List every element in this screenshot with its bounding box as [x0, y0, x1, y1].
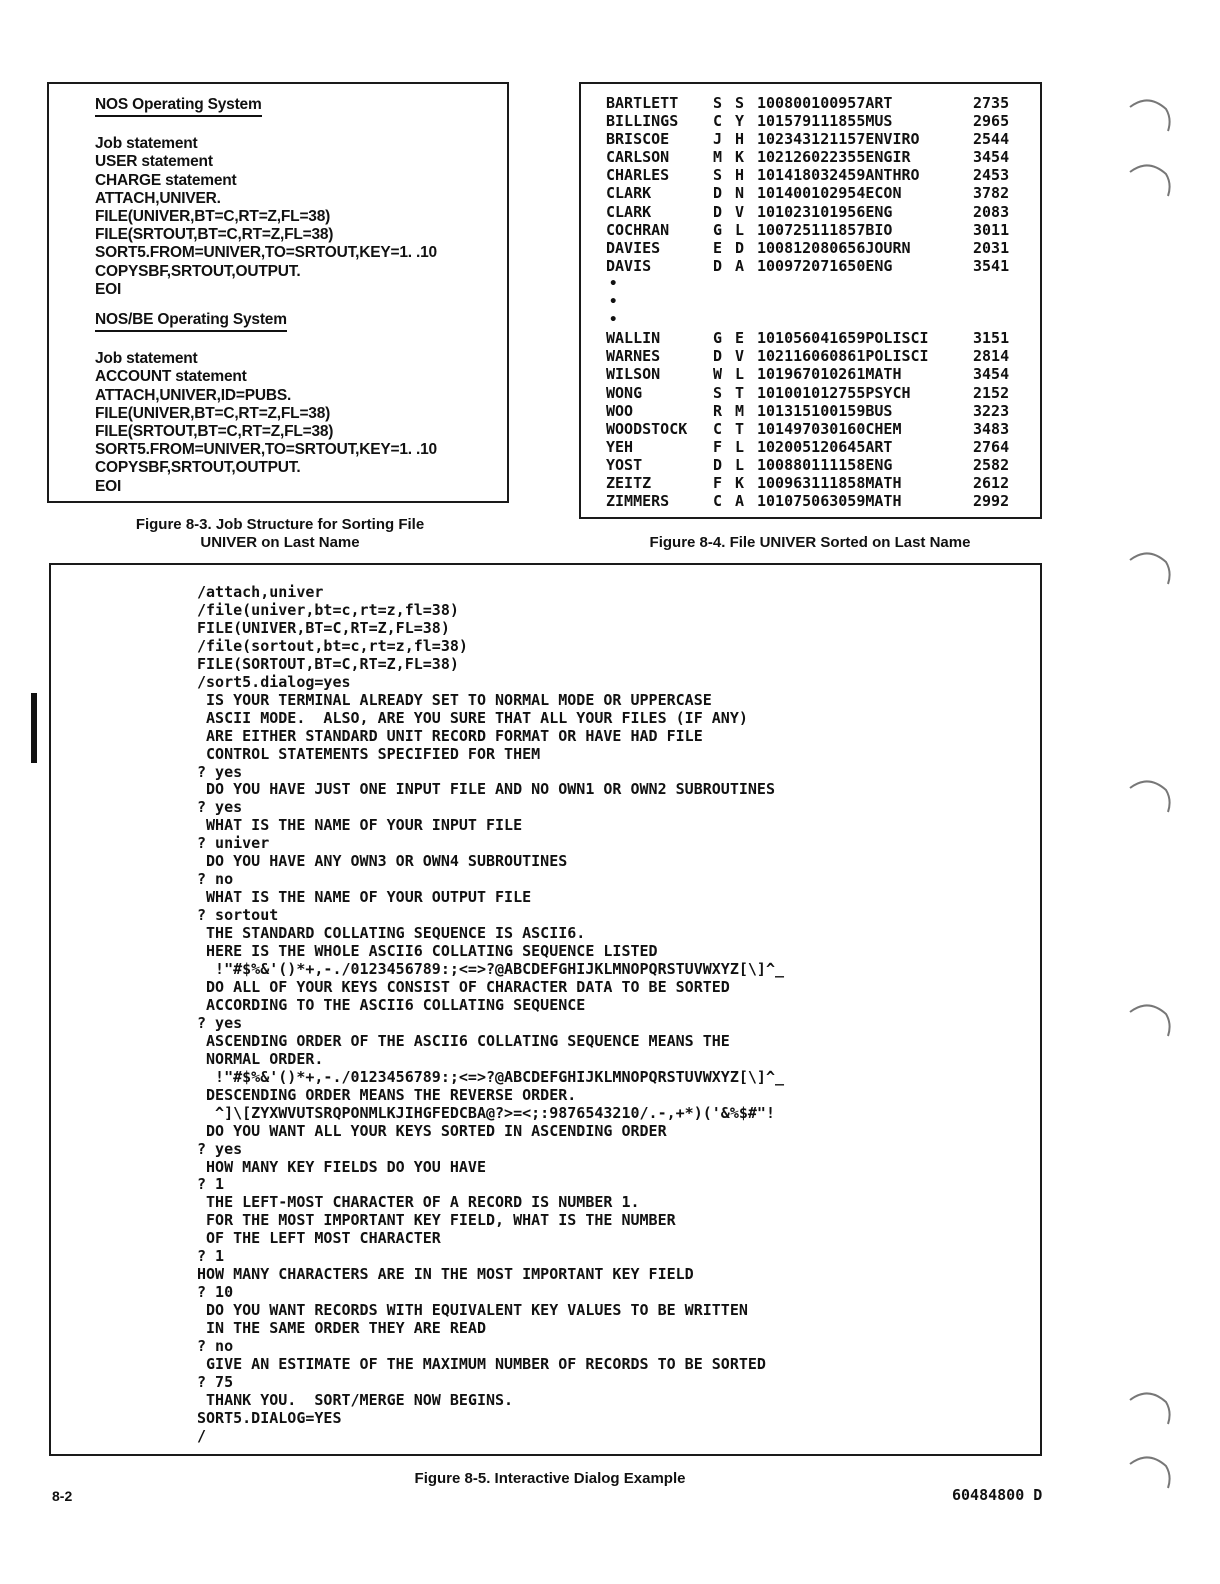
- record-row: [606, 239, 1017, 257]
- record-row: [606, 130, 1017, 148]
- last-name: WARNES: [606, 347, 661, 366]
- record-row: [606, 402, 1017, 420]
- dialog-line: ? sortout: [197, 906, 279, 925]
- record-row: [606, 257, 1017, 275]
- dialog-line: DO YOU HAVE ANY OWN3 OR OWN4 SUBROUTINES: [197, 852, 568, 871]
- dialog-line: FILE(SORTOUT,BT=C,RT=Z,FL=38): [197, 654, 459, 673]
- dialog-line: ? 1: [197, 1247, 225, 1266]
- record-number: 2152: [973, 383, 1010, 402]
- ellipsis-dot: •: [609, 294, 618, 311]
- dialog-line: /sort5.dialog=yes: [197, 672, 351, 691]
- dialog-line: ? yes: [197, 798, 243, 817]
- record-number: 3483: [973, 419, 1010, 438]
- record-number: 3454: [973, 365, 1010, 384]
- change-bar: [31, 693, 37, 763]
- figure-8-5-box: [49, 563, 1042, 1456]
- record-number: 2814: [973, 347, 1010, 366]
- record-number: 3541: [973, 256, 1010, 275]
- dialog-line: SORT5.DIALOG=YES: [197, 1408, 342, 1427]
- first-initial: E: [713, 238, 723, 257]
- record-code: 101023101956ENG: [757, 202, 893, 221]
- dialog-line: ^]\[ZYXWVUTSRQPONMLKJIHGFEDCBA@?>=<;:9876543210/.-,+*)('&%$#"!: [197, 1103, 775, 1122]
- record-number: 2453: [973, 166, 1010, 185]
- record-code: 101418032459ANTHRO: [757, 166, 920, 185]
- first-initial: G: [713, 220, 723, 239]
- dialog-line: HOW MANY KEY FIELDS DO YOU HAVE: [197, 1157, 486, 1176]
- last-name: WONG: [606, 383, 643, 402]
- first-initial: D: [713, 455, 723, 474]
- nos-statement: EOI: [95, 280, 122, 298]
- record-number: 2735: [973, 94, 1010, 112]
- record-number: 2582: [973, 455, 1010, 474]
- record-code: 100725111857BIO: [757, 220, 893, 239]
- dialog-line: ? yes: [197, 1013, 243, 1032]
- middle-initial: T: [735, 419, 745, 438]
- figure-8-5-caption: Figure 8-5. Interactive Dialog Example: [414, 1470, 686, 1487]
- dialog-line: ? univer: [197, 834, 270, 853]
- nos-statement: FILE(SRTOUT,BT=C,RT=Z,FL=38): [95, 226, 334, 244]
- nosbe-statement-list: [95, 350, 497, 496]
- middle-initial: T: [735, 383, 745, 402]
- first-initial: F: [713, 437, 723, 456]
- first-initial: C: [713, 492, 723, 511]
- first-initial: S: [713, 383, 723, 402]
- middle-initial: Y: [735, 112, 745, 131]
- record-code: 101579111855MUS: [757, 112, 893, 131]
- figure-8-4-caption: Figure 8-4. File UNIVER Sorted on Last Name: [649, 534, 971, 551]
- record-number: 2544: [973, 130, 1010, 149]
- record-row: [606, 166, 1017, 184]
- caption-line-1: Figure 8-3. Job Structure for Sorting File: [135, 516, 425, 533]
- dialog-line: /file(sortout,bt=c,rt=z,fl=38): [197, 636, 468, 655]
- last-name: BILLINGS: [606, 112, 679, 131]
- nos-statement: COPYSBF,SRTOUT,OUTPUT.: [95, 262, 301, 280]
- binder-hole-mark: [1126, 160, 1176, 200]
- nos-statement-list: [95, 135, 497, 299]
- last-name: CLARK: [606, 184, 652, 203]
- record-number: 2612: [973, 473, 1010, 492]
- ellipsis-dot: •: [609, 275, 618, 292]
- middle-initial: L: [735, 365, 745, 384]
- last-name: DAVIES: [606, 238, 661, 257]
- record-code: 100812080656JOURN: [757, 238, 911, 257]
- record-number: 3011: [973, 220, 1010, 239]
- middle-initial: A: [735, 492, 745, 511]
- dialog-line: HERE IS THE WHOLE ASCII6 COLLATING SEQUENCE LISTED: [197, 942, 658, 961]
- middle-initial: L: [735, 437, 745, 456]
- record-code: 102116060861POLISCI: [757, 347, 929, 366]
- dialog-line: ASCENDING ORDER OF THE ASCII6 COLLATING SEQUENCE MEANS THE: [197, 1031, 730, 1050]
- last-name: COCHRAN: [606, 220, 670, 239]
- nosbe-statement: ATTACH,UNIVER,ID=PUBS.: [95, 386, 292, 404]
- record-number: 2992: [973, 492, 1010, 511]
- middle-initial: S: [735, 94, 745, 112]
- record-code: 101001012755PSYCH: [757, 383, 911, 402]
- record-number: 3223: [973, 401, 1010, 420]
- dialog-line: DO ALL OF YOUR KEYS CONSIST OF CHARACTER DATA TO BE SORTED: [197, 977, 730, 996]
- last-name: ZEITZ: [606, 473, 652, 492]
- first-initial: J: [713, 130, 723, 149]
- dialog-line: ? 75: [197, 1372, 234, 1391]
- dialog-line: ? no: [197, 1337, 234, 1356]
- middle-initial: A: [735, 256, 745, 275]
- dialog-line: /: [197, 1426, 207, 1445]
- last-name: CHARLES: [606, 166, 670, 185]
- dialog-line: ? 10: [197, 1283, 234, 1302]
- document-number: 60484800 D: [952, 1486, 1043, 1504]
- last-name: BRISCOE: [606, 130, 670, 149]
- first-initial: M: [713, 148, 723, 167]
- record-row: [606, 492, 1017, 510]
- nosbe-statement: EOI: [95, 477, 122, 495]
- middle-initial: K: [735, 148, 745, 167]
- dialog-line: ? no: [197, 870, 234, 889]
- record-number: 3782: [973, 184, 1010, 203]
- first-initial: W: [713, 365, 723, 384]
- middle-initial: H: [735, 130, 745, 149]
- nosbe-statement: Job statement: [95, 350, 198, 368]
- binder-hole-mark: [1126, 1452, 1176, 1492]
- dialog-line: !"#$%&'()*+,-./0123456789:;<=>?@ABCDEFGHIJKLMNOPQRSTUVWXYZ[\]^_: [197, 1067, 784, 1086]
- record-row: [606, 184, 1017, 202]
- dialog-line: ACCORDING TO THE ASCII6 COLLATING SEQUENCE: [197, 995, 586, 1014]
- first-initial: R: [713, 401, 723, 420]
- last-name: YEH: [606, 437, 634, 456]
- record-code: 101315100159BUS: [757, 401, 893, 420]
- record-row: [606, 438, 1017, 456]
- last-name: WALLIN: [606, 329, 661, 348]
- nos-statement: ATTACH,UNIVER.: [95, 189, 221, 207]
- record-code: 101497030160CHEM: [757, 419, 902, 438]
- first-initial: G: [713, 329, 723, 348]
- first-initial: D: [713, 202, 723, 221]
- record-row: [606, 203, 1017, 221]
- dialog-line: IS YOUR TERMINAL ALREADY SET TO NORMAL MODE OR UPPERCASE: [197, 690, 712, 709]
- record-row: [606, 112, 1017, 130]
- dialog-line: ASCII MODE. ALSO, ARE YOU SURE THAT ALL YOUR FILES (IF ANY): [197, 708, 748, 727]
- record-code: 101075063059MATH: [757, 492, 902, 511]
- figure-8-3-caption: [110, 516, 450, 552]
- nosbe-statement: SORT5.FROM=UNIVER,TO=SRTOUT,KEY=1. .10: [95, 441, 437, 459]
- record-code: 100880111158ENG: [757, 455, 893, 474]
- binder-hole-mark: [1126, 776, 1176, 816]
- nos-statement: CHARGE statement: [95, 171, 237, 189]
- dialog-line: CONTROL STATEMENTS SPECIFIED FOR THEM: [197, 744, 541, 763]
- last-name: BARTLETT: [606, 94, 679, 112]
- middle-initial: V: [735, 347, 745, 366]
- last-name: WOODSTOCK: [606, 419, 688, 438]
- record-code: 101400102954ECON: [757, 184, 902, 203]
- first-initial: S: [713, 166, 723, 185]
- figure-8-3-box: [47, 82, 509, 503]
- middle-initial: L: [735, 455, 745, 474]
- dialog-line: !"#$%&'()*+,-./0123456789:;<=>?@ABCDEFGHIJKLMNOPQRSTUVWXYZ[\]^_: [197, 960, 784, 979]
- last-name: CARLSON: [606, 148, 670, 167]
- dialog-line: WHAT IS THE NAME OF YOUR INPUT FILE: [197, 816, 523, 835]
- last-name: CLARK: [606, 202, 652, 221]
- binder-hole-mark: [1126, 1388, 1176, 1428]
- nos-statement: SORT5.FROM=UNIVER,TO=SRTOUT,KEY=1. .10: [95, 244, 437, 262]
- record-code: 101967010261MATH: [757, 365, 902, 384]
- first-initial: D: [713, 184, 723, 203]
- nos-statement: USER statement: [95, 153, 213, 171]
- last-name: ZIMMERS: [606, 492, 670, 511]
- dialog-line: /attach,univer: [197, 583, 324, 601]
- dialog-line: IN THE SAME ORDER THEY ARE READ: [197, 1319, 486, 1338]
- caption-line-2: UNIVER on Last Name: [200, 534, 360, 551]
- dialog-line: ARE EITHER STANDARD UNIT RECORD FORMAT OR HAVE HAD FILE: [197, 726, 703, 745]
- nosbe-statement: ACCOUNT statement: [95, 368, 247, 386]
- record-row: [606, 365, 1017, 383]
- nos-heading: NOS Operating System: [95, 96, 262, 117]
- first-initial: D: [713, 256, 723, 275]
- middle-initial: M: [735, 401, 745, 420]
- record-code: 100800100957ART: [757, 94, 893, 112]
- first-initial: C: [713, 112, 723, 131]
- nos-statement: Job statement: [95, 135, 198, 153]
- record-row: [606, 347, 1017, 365]
- middle-initial: K: [735, 473, 745, 492]
- dialog-line: THANK YOU. SORT/MERGE NOW BEGINS.: [197, 1390, 514, 1409]
- last-name: WOO: [606, 401, 634, 420]
- dialog-line: DO YOU WANT ALL YOUR KEYS SORTED IN ASCENDING ORDER: [197, 1121, 667, 1140]
- last-name: WILSON: [606, 365, 661, 384]
- record-code: 100963111858MATH: [757, 473, 902, 492]
- record-row: [606, 148, 1017, 166]
- nosbe-statement: COPYSBF,SRTOUT,OUTPUT.: [95, 459, 301, 477]
- record-code: 102343121157ENVIRO: [757, 130, 920, 149]
- dialog-line: WHAT IS THE NAME OF YOUR OUTPUT FILE: [197, 888, 532, 907]
- first-initial: D: [713, 347, 723, 366]
- dialog-line: ? yes: [197, 762, 243, 781]
- dialog-line: DO YOU HAVE JUST ONE INPUT FILE AND NO OWN1 OR OWN2 SUBROUTINES: [197, 780, 775, 799]
- record-code: 102126022355ENGIR: [757, 148, 911, 167]
- middle-initial: V: [735, 202, 745, 221]
- binder-hole-mark: [1126, 548, 1176, 588]
- dialog-line: FILE(UNIVER,BT=C,RT=Z,FL=38): [197, 618, 450, 637]
- record-number: 2965: [973, 112, 1010, 131]
- record-number: 2764: [973, 437, 1010, 456]
- middle-initial: H: [735, 166, 745, 185]
- dialog-line: THE LEFT-MOST CHARACTER OF A RECORD IS NUMBER 1.: [197, 1193, 640, 1212]
- record-row: [606, 384, 1017, 402]
- last-name: DAVIS: [606, 256, 652, 275]
- sorted-file-listing: [606, 94, 1017, 510]
- record-row: [606, 456, 1017, 474]
- middle-initial: N: [735, 184, 745, 203]
- record-code: 101056041659POLISCI: [757, 329, 929, 348]
- dialog-line: ? 1: [197, 1175, 225, 1194]
- record-row: [606, 221, 1017, 239]
- nos-statement: FILE(UNIVER,BT=C,RT=Z,FL=38): [95, 208, 331, 226]
- record-number: 2083: [973, 202, 1010, 221]
- record-row: [606, 474, 1017, 492]
- record-row: [606, 420, 1017, 438]
- dialog-line: ? yes: [197, 1139, 243, 1158]
- dialog-line: /file(univer,bt=c,rt=z,fl=38): [197, 600, 459, 619]
- record-number: 2031: [973, 238, 1010, 257]
- nosbe-statement: FILE(SRTOUT,BT=C,RT=Z,FL=38): [95, 423, 334, 441]
- nosbe-heading: NOS/BE Operating System: [95, 311, 287, 332]
- binder-hole-mark: [1126, 1000, 1176, 1040]
- interactive-dialog-listing: [197, 584, 784, 1446]
- first-initial: F: [713, 473, 723, 492]
- last-name: YOST: [606, 455, 643, 474]
- first-initial: C: [713, 419, 723, 438]
- job-structure-listing: [95, 96, 497, 496]
- record-code: 102005120645ART: [757, 437, 893, 456]
- record-number: 3151: [973, 329, 1010, 348]
- record-row: [606, 94, 1017, 112]
- dialog-line: OF THE LEFT MOST CHARACTER: [197, 1229, 441, 1248]
- dialog-line: FOR THE MOST IMPORTANT KEY FIELD, WHAT IS THE NUMBER: [197, 1211, 676, 1230]
- dialog-line: DESCENDING ORDER MEANS THE REVERSE ORDER.: [197, 1085, 577, 1104]
- binder-hole-mark: [1126, 95, 1176, 135]
- middle-initial: L: [735, 220, 745, 239]
- first-initial: S: [713, 94, 723, 112]
- dialog-line: DO YOU WANT RECORDS WITH EQUIVALENT KEY VALUES TO BE WRITTEN: [197, 1301, 748, 1320]
- dialog-line: THE STANDARD COLLATING SEQUENCE IS ASCII6.: [197, 924, 586, 943]
- record-row: [606, 329, 1017, 347]
- dialog-line: GIVE AN ESTIMATE OF THE MAXIMUM NUMBER OF RECORDS TO BE SORTED: [197, 1354, 766, 1373]
- middle-initial: E: [735, 329, 745, 348]
- middle-initial: D: [735, 238, 745, 257]
- dialog-line: HOW MANY CHARACTERS ARE IN THE MOST IMPORTANT KEY FIELD: [197, 1265, 694, 1284]
- nosbe-statement: FILE(UNIVER,BT=C,RT=Z,FL=38): [95, 404, 331, 422]
- ellipsis-dot: •: [609, 312, 618, 329]
- dialog-line: NORMAL ORDER.: [197, 1049, 324, 1068]
- record-code: 100972071650ENG: [757, 256, 893, 275]
- record-number: 3454: [973, 148, 1010, 167]
- figure-8-4-box: [579, 82, 1042, 519]
- page-number: 8-2: [52, 1488, 73, 1504]
